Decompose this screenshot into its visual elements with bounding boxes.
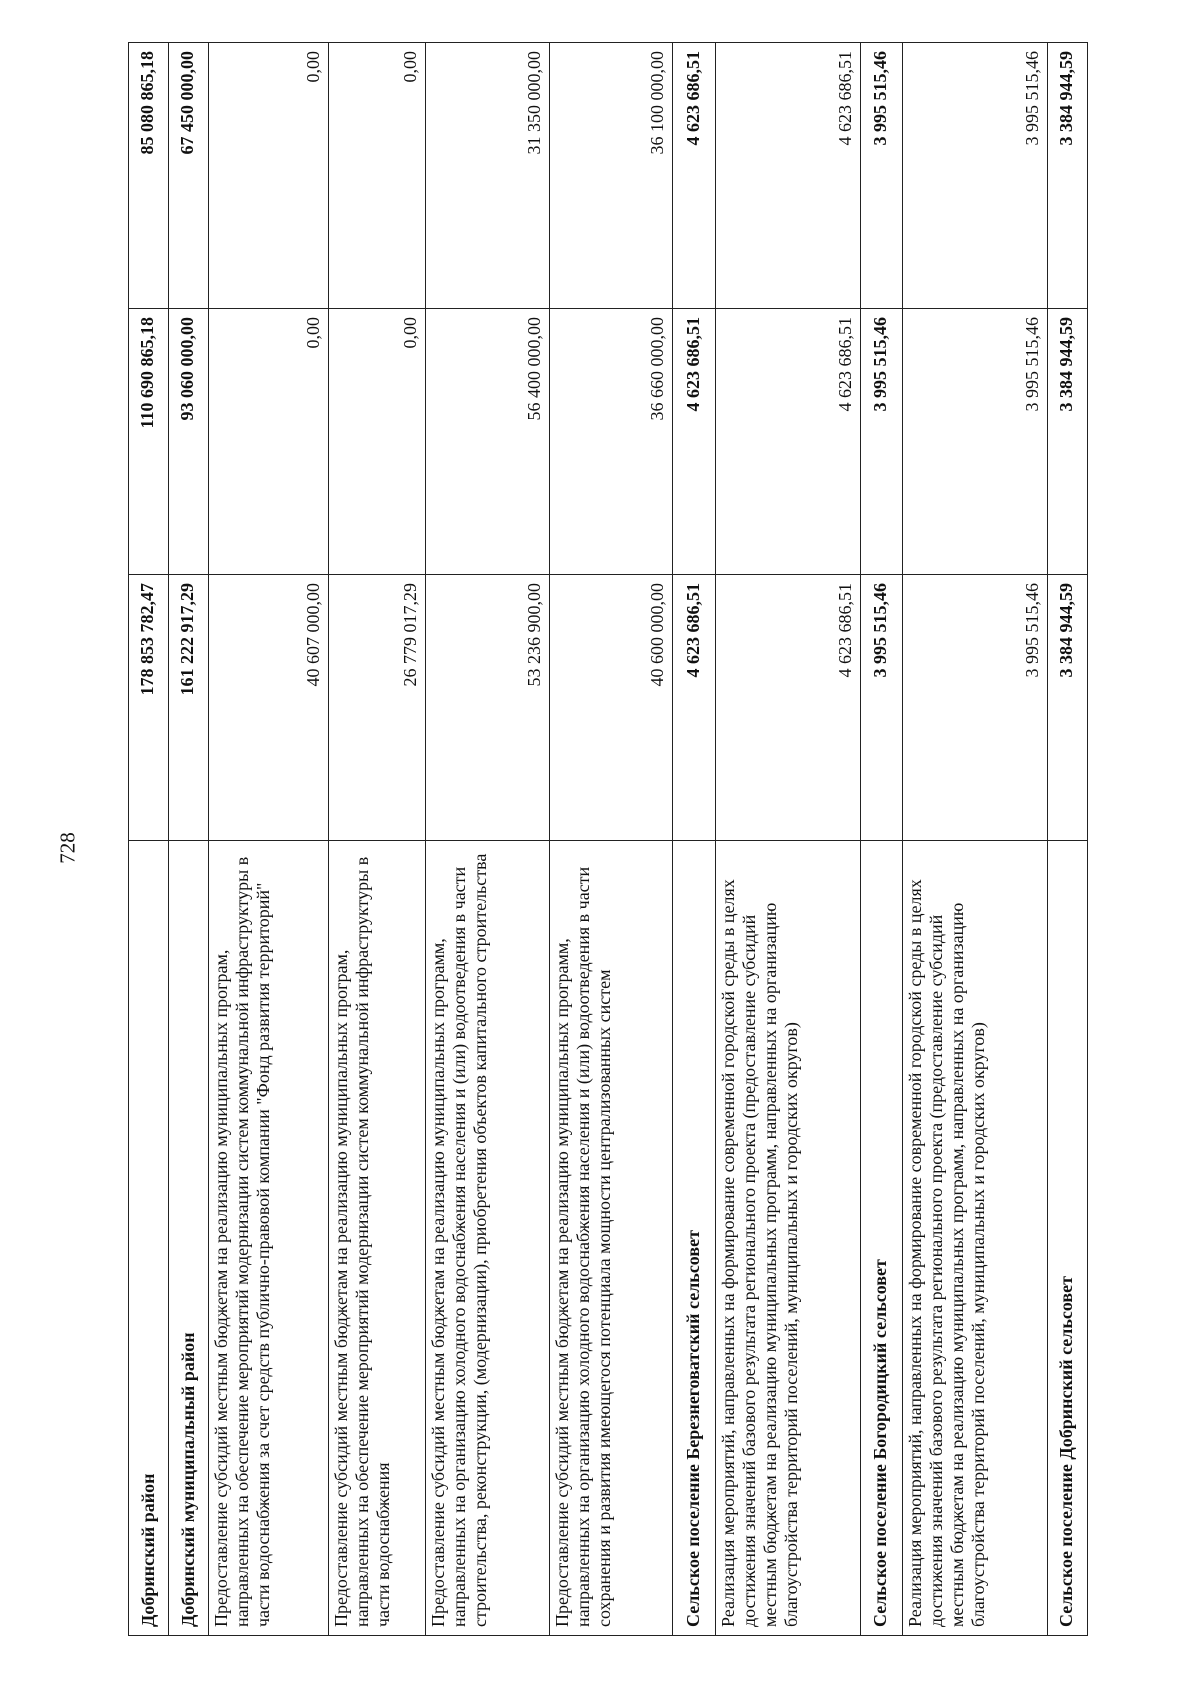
table-row: [426, 43, 550, 1636]
row-value-2: 3 995 515,46: [860, 309, 902, 575]
row-value-2: 4 623 686,51: [715, 309, 860, 575]
row-value-1: 40 600 000,00: [549, 575, 673, 841]
table-row: [715, 43, 860, 1636]
row-name: Предоставление субсидий местным бюджетам на реализацию муниципальных программ, направленных на организацию холодного водоснабжения населения и (или) водоотведения в части сохранения и развития имеющегося потенциала мощности централизованных систем: [549, 841, 673, 1636]
row-name: Предоставление субсидий местным бюджетам на реализацию муниципальных програм, направленных на обеспечение мероприятий модернизации систем коммунальной инфраструктуры в части водоснабжения за счет средств публично-правовой компании "Фонд развития территорий": [209, 841, 328, 1636]
row-value-2: 93 060 000,00: [169, 309, 209, 575]
row-value-1: 3 995 515,46: [902, 575, 1047, 841]
table-row-dobrinsky-district: [129, 43, 169, 1636]
row-value-3: 3 995 515,46: [902, 43, 1047, 309]
row-value-2: 36 660 000,00: [549, 309, 673, 575]
row-value-2: 110 690 865,18: [129, 309, 169, 575]
row-value-3: 31 350 000,00: [426, 43, 550, 309]
table-row: [328, 43, 425, 1636]
row-value-3: 36 100 000,00: [549, 43, 673, 309]
row-value-3: 0,00: [209, 43, 328, 309]
page-number: 728: [55, 832, 80, 864]
row-value-1: 26 779 017,29: [328, 575, 425, 841]
row-value-2: 56 400 000,00: [426, 309, 550, 575]
row-value-3: 3 995 515,46: [860, 43, 902, 309]
row-value-3: 0,00: [328, 43, 425, 309]
row-name: Предоставление субсидий местным бюджетам на реализацию муниципальных програм, направленных на обеспечение мероприятий модернизации систем коммунальной инфраструктуры в части водоснабжения: [328, 841, 425, 1636]
table-row-bereznegovatsky: [673, 43, 715, 1636]
row-name: Сельское поселение Богородицкий сельсовет: [860, 841, 902, 1636]
row-value-1: 3 995 515,46: [860, 575, 902, 841]
row-value-2: 0,00: [209, 309, 328, 575]
row-name: Предоставление субсидий местным бюджетам на реализацию муниципальных программ, направленных на организацию холодного водоснабжения населения и (или) водоотведения в части строительства, реконструкции, (модернизации), приобретения объектов капитального строительства: [426, 841, 550, 1636]
row-value-1: 178 853 782,47: [129, 575, 169, 841]
table-row: [209, 43, 328, 1636]
row-value-3: 3 384 944,59: [1047, 43, 1087, 309]
rotated-sheet: [128, 43, 1088, 1636]
table-row-dobrinsky-settlement: [1047, 43, 1087, 1636]
row-name: Реализация мероприятий, направленных на формирование современной городской среды в целях достижения значений базового результата регионального проекта (предоставление субсидий местным бюджетам на реализацию муниципальных программ, направленных на организацию благоустройства территорий поселений, муниципальных и городских округов): [715, 841, 860, 1636]
row-value-2: 4 623 686,51: [673, 309, 715, 575]
row-value-1: 4 623 686,51: [673, 575, 715, 841]
row-value-1: 4 623 686,51: [715, 575, 860, 841]
row-name: Сельское поселение Добринский сельсовет: [1047, 841, 1087, 1636]
row-value-3: 85 080 865,18: [129, 43, 169, 309]
table-row: [902, 43, 1047, 1636]
row-name: Сельское поселение Березнеговатский сельсовет: [673, 841, 715, 1636]
row-value-1: 3 384 944,59: [1047, 575, 1087, 841]
row-value-2: 3 995 515,46: [902, 309, 1047, 575]
table-row-dobrinsky-municipal-district: [169, 43, 209, 1636]
row-name: Добринский район: [129, 841, 169, 1636]
row-value-3: 4 623 686,51: [673, 43, 715, 309]
budget-table: [128, 42, 1088, 1636]
row-value-2: 3 384 944,59: [1047, 309, 1087, 575]
row-value-1: 161 222 917,29: [169, 575, 209, 841]
row-value-2: 0,00: [328, 309, 425, 575]
row-name: Реализация мероприятий, направленных на формирование современной городской среды в целях достижения значений базового результата регионального проекта (предоставление субсидий местным бюджетам на реализацию муниципальных программ, направленных на организацию благоустройства территорий поселений, муниципальных и городских округов): [902, 841, 1047, 1636]
row-name: Добринский муниципальный район: [169, 841, 209, 1636]
table-row-bogoroditsky: [860, 43, 902, 1636]
table-row: [549, 43, 673, 1636]
row-value-3: 67 450 000,00: [169, 43, 209, 309]
row-value-1: 40 607 000,00: [209, 575, 328, 841]
row-value-1: 53 236 900,00: [426, 575, 550, 841]
row-value-3: 4 623 686,51: [715, 43, 860, 309]
